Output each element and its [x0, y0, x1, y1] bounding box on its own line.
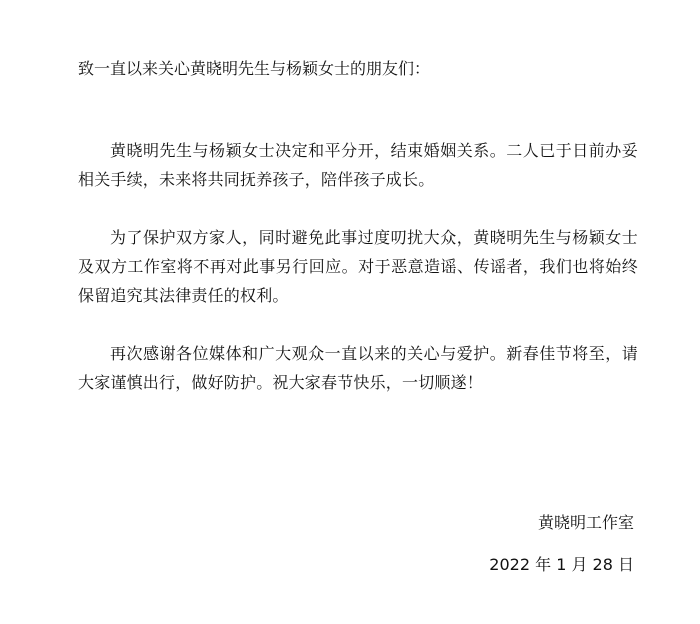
signature: 黄晓明工作室: [537, 513, 634, 532]
paragraph-2: 为了保护双方家人，同时避免此事过度叨扰大众，黄晓明先生与杨颖女士及双方工作室将不再对此事另行回应。对于恶意造谣、传谣者，我们也将始终保留追究其法律责任的权利。: [78, 228, 638, 305]
paragraph-1: 黄晓明先生与杨颖女士决定和平分开，结束婚姻关系。二人已于日前办妥相关手续，未来将共同抚养孩子，陪伴孩子成长。: [78, 141, 638, 189]
paragraph-3: 再次感谢各位媒体和广大观众一直以来的关心与爱护。新春佳节将至，请大家谨慎出行，做好防护。祝大家春节快乐，一切顺遂！: [78, 344, 638, 392]
salutation: 致一直以来关心黄晓明先生与杨颖女士的朋友们：: [78, 59, 431, 78]
date: 2022 年 1 月 28 日: [489, 555, 634, 574]
